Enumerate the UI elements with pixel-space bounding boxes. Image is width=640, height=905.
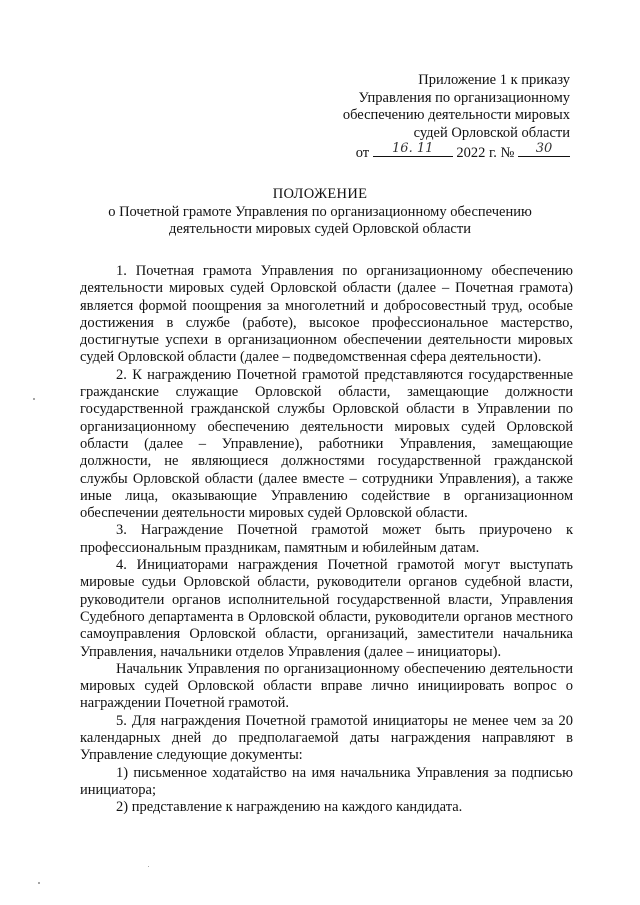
appendix-line-2: Управления по организационному	[358, 89, 570, 106]
appendix-line-1: Приложение 1 к приказу	[418, 72, 570, 88]
document-title: ПОЛОЖЕНИЕ	[272, 186, 368, 202]
document-subtitle-line-2: деятельности мировых судей Орловской области	[169, 221, 471, 237]
appendix-line-3: обеспечению деятельности мировых	[342, 107, 570, 123]
document-heading	[80, 186, 560, 239]
year-number-label: 2022 г. №	[456, 145, 515, 161]
scan-speck	[33, 398, 35, 400]
order-number-field	[518, 142, 570, 157]
document-body	[80, 263, 573, 817]
paragraph-4-note: Начальник Управления по организационному обеспечению деятельности мировых судей Орловской области вправе лично инициировать вопрос о награждении Почетной грамотой.	[80, 660, 573, 712]
date-field	[373, 142, 453, 157]
handwritten-order-number: 30	[535, 141, 553, 156]
list-item-1: 1) письменное ходатайство на имя начальника Управления за подписью инициатора;	[80, 764, 573, 798]
scan-speck	[148, 866, 149, 867]
paragraph-3: 3. Награждение Почетной грамотой может быть приурочено к профессиональным праздникам, памятным и юбилейным датам.	[80, 522, 573, 556]
scan-speck	[38, 882, 40, 884]
appendix-line-4: судей Орловской области	[413, 124, 570, 141]
paragraph-4: 4. Инициаторами награждения Почетной грамотой могут выступать мировые судьи Орловской области, руководители органов судебной власти, руководители органов исполнительной государственной власти, Управления Судебного департамента в Орловской области, руководители органов местного самоуправления Орловской области, организаций, заместители начальника Управления, начальники отделов Управления (далее – инициаторы).	[80, 557, 573, 660]
list-item-2: 2) представление к награждению на каждого кандидата.	[116, 799, 463, 816]
document-subtitle-line-1: о Почетной грамоте Управления по организационному обеспечению	[108, 203, 532, 220]
order-date-number-line	[335, 142, 570, 163]
handwritten-date: 16. 11	[392, 141, 434, 156]
paragraph-2: 2. К награждению Почетной грамотой представляются государственные гражданские служащие Орловской области, замещающие должности государственной гражданской службы Орловской области в Управлении по организационному обеспечению деятельности мировых судей Орловской области (далее – Управление), работники Управления, замещающие должности, не являющиеся должностями государственной гражданской службы Орловской области (далее вместе – сотрудники Управления), а также иные лица, оказывающие Управлению содействие в организационном обеспечении деятельности мировых судей Орловской области.	[80, 366, 573, 522]
paragraph-5: 5. Для награждения Почетной грамотой инициаторы не менее чем за 20 календарных дней до предполагаемой даты награждения направляют в Управление следующие документы:	[80, 712, 573, 764]
paragraph-1: 1. Почетная грамота Управления по организационному обеспечению деятельности мировых судей Орловской области (далее – Почетная грамота) является формой поощрения за многолетний и добросовестный труд, особые достижения в службе (работе), высокое профессиональное мастерство, достигнутые успехи в организационном обеспечении деятельности мировых судей Орловской области (далее – подведомственная сфера деятельности).	[80, 263, 573, 366]
date-prefix: от	[355, 145, 370, 161]
appendix-header	[335, 72, 570, 163]
